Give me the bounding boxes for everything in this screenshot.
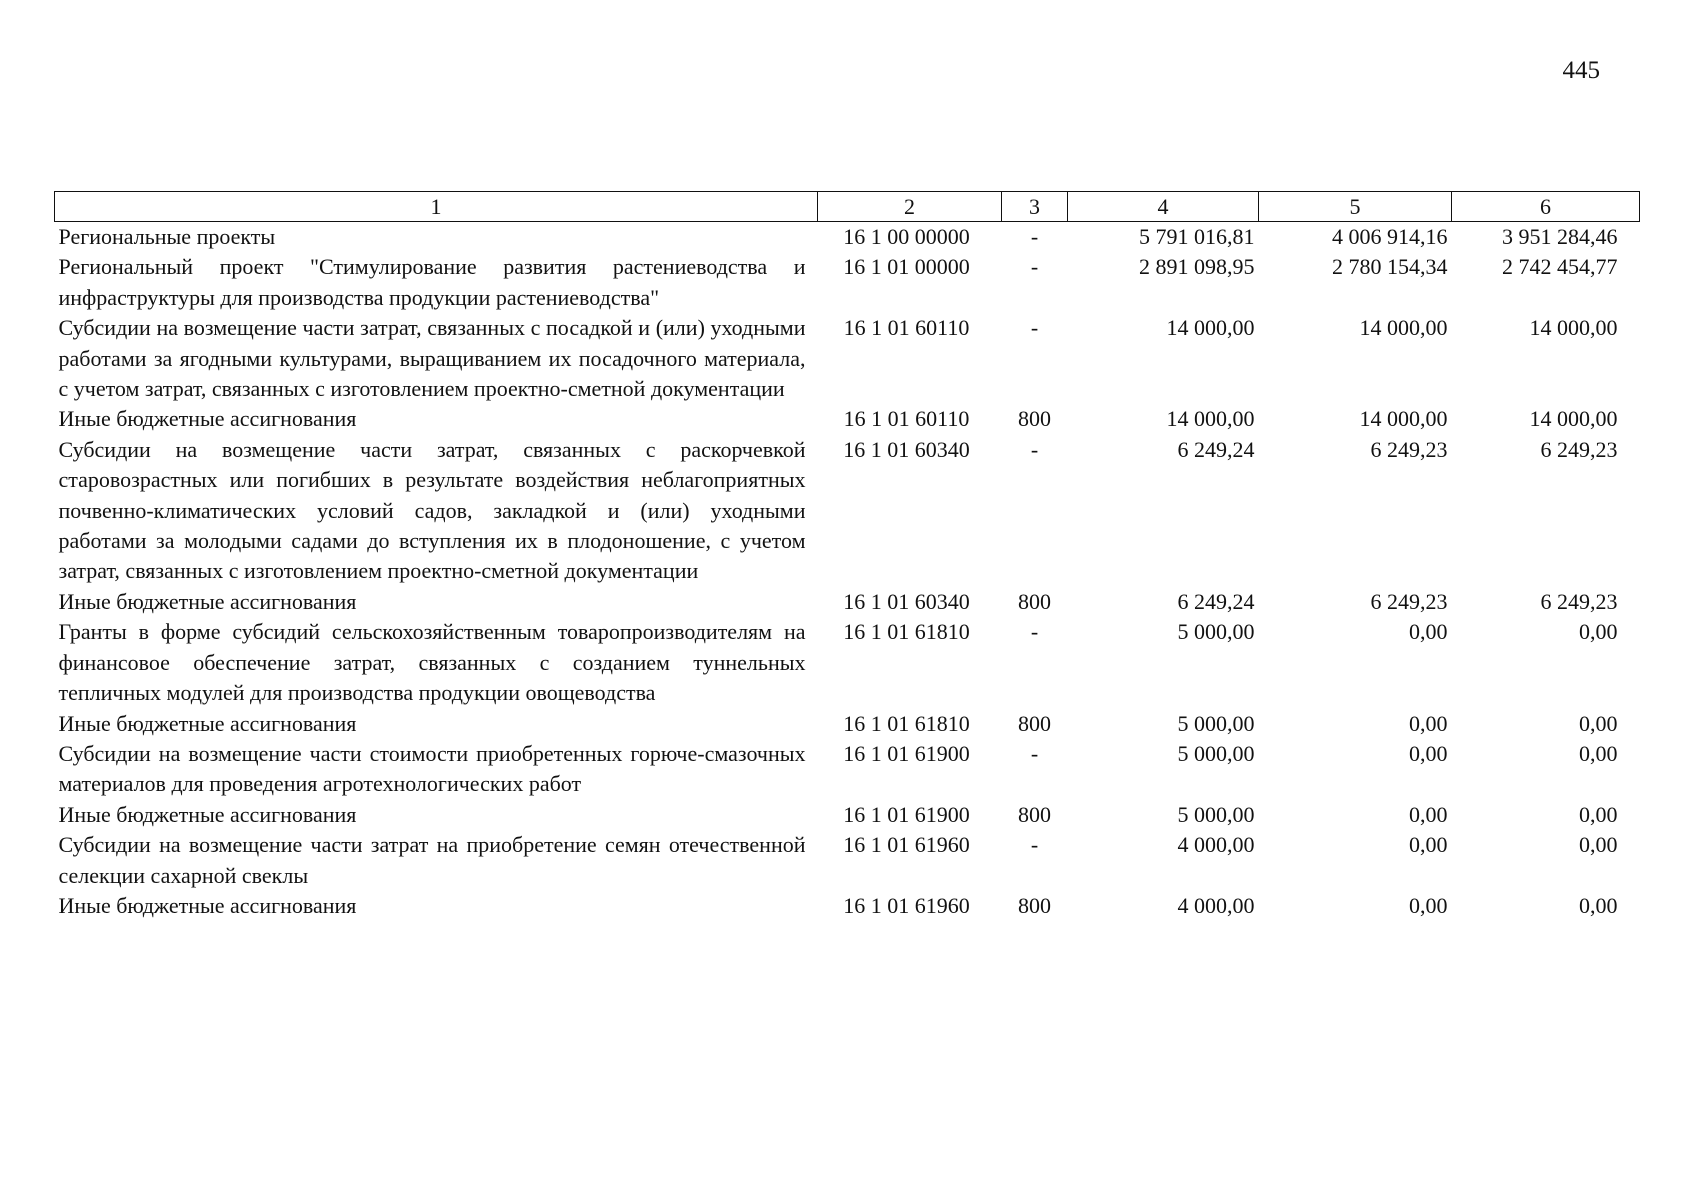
row-value-4: 4 000,00	[1177, 892, 1255, 918]
row-code: 16 1 00 00000	[843, 224, 970, 249]
header-row	[55, 192, 1640, 222]
header-col-5: 5	[1259, 192, 1452, 222]
table-row	[55, 404, 1640, 434]
row-name: Субсидии на возмещение части стоимости приобретенных горюче-смазочных материалов для проведения агротехнологических работ	[58, 740, 806, 797]
row-name: Иные бюджетные ассигнования	[58, 892, 357, 918]
row-value-5: 2 780 154,34	[1332, 254, 1448, 280]
row-type: -	[1030, 224, 1039, 249]
row-value-4: 14 000,00	[1166, 315, 1255, 341]
table-row	[55, 709, 1640, 739]
row-value-5: 6 249,23	[1370, 436, 1448, 462]
row-code: 16 1 01 00000	[843, 254, 970, 280]
row-code: 16 1 01 60340	[843, 588, 970, 614]
row-value-6: 0,00	[1579, 832, 1618, 858]
table-row	[55, 739, 1640, 800]
row-code: 16 1 01 60340	[843, 436, 970, 462]
row-value-4: 4 000,00	[1177, 832, 1255, 858]
row-name: Иные бюджетные ассигнования	[58, 801, 357, 827]
table-row	[55, 313, 1640, 404]
row-type: 800	[1018, 710, 1051, 736]
row-value-6: 14 000,00	[1529, 315, 1618, 341]
row-value-5: 0,00	[1409, 619, 1448, 645]
row-type: 800	[1018, 588, 1051, 614]
row-name: Региональный проект "Стимулирование развития растениеводства и инфраструктуры для производства продукции растениеводства"	[58, 254, 806, 310]
table-row	[55, 800, 1640, 830]
row-type: -	[1030, 254, 1039, 280]
row-value-4: 5 000,00	[1177, 801, 1255, 827]
row-value-4: 5 791 016,81	[1139, 224, 1255, 249]
table-row	[55, 252, 1640, 313]
header-col-1: 1	[55, 192, 818, 222]
row-value-4: 14 000,00	[1166, 406, 1255, 432]
row-value-5: 0,00	[1409, 740, 1448, 766]
row-type: 800	[1018, 801, 1051, 827]
row-value-6: 0,00	[1579, 892, 1618, 918]
table-header	[55, 192, 1640, 222]
row-value-5: 4 006 914,16	[1332, 224, 1448, 249]
row-value-4: 5 000,00	[1177, 740, 1255, 766]
row-name: Иные бюджетные ассигнования	[58, 710, 357, 736]
row-name: Субсидии на возмещение части затрат, связанных с раскорчевкой старовозрастных или погибших в результате воздействия неблагоприятных почвенно-климатических условий садов, закладкой и (или) уходными работами за молодыми садами до вступления их в плодоношение, с учетом затрат, связанных с изготовлением проектно-сметной документации	[58, 436, 806, 584]
row-type: -	[1030, 832, 1039, 858]
row-value-5: 6 249,23	[1370, 588, 1448, 614]
header-col-6: 6	[1452, 192, 1640, 222]
table-row	[55, 222, 1640, 253]
budget-table	[54, 191, 1640, 921]
row-name: Региональные проекты	[58, 224, 276, 249]
row-value-5: 14 000,00	[1359, 315, 1448, 341]
row-value-4: 2 891 098,95	[1139, 254, 1255, 280]
row-code: 16 1 01 61900	[843, 801, 970, 827]
row-value-5: 0,00	[1409, 801, 1448, 827]
row-value-6: 3 951 284,46	[1502, 224, 1618, 249]
row-code: 16 1 01 61960	[843, 832, 970, 858]
row-name: Иные бюджетные ассигнования	[58, 588, 357, 614]
row-value-6: 14 000,00	[1529, 406, 1618, 432]
row-name: Иные бюджетные ассигнования	[58, 406, 357, 432]
table-body	[55, 222, 1640, 922]
row-type: -	[1030, 436, 1039, 462]
row-value-6: 0,00	[1579, 801, 1618, 827]
row-value-5: 0,00	[1409, 710, 1448, 736]
row-value-5: 0,00	[1409, 892, 1448, 918]
row-code: 16 1 01 60110	[843, 315, 970, 341]
row-value-4: 5 000,00	[1177, 619, 1255, 645]
row-name: Субсидии на возмещение части затрат, связанных с посадкой и (или) уходными работами за ягодными культурами, выращиванием их посадочного материала, с учетом затрат, связанных с изготовлением проектно-сметной документации	[58, 315, 806, 402]
row-value-6: 2 742 454,77	[1502, 254, 1618, 280]
row-value-6: 6 249,23	[1540, 436, 1618, 462]
row-value-5: 14 000,00	[1359, 406, 1448, 432]
row-value-5: 0,00	[1409, 832, 1448, 858]
row-value-6: 6 249,23	[1540, 588, 1618, 614]
row-code: 16 1 01 61810	[843, 619, 970, 645]
row-code: 16 1 01 61960	[843, 892, 970, 918]
row-value-4: 5 000,00	[1177, 710, 1255, 736]
row-type: 800	[1018, 892, 1051, 918]
row-value-6: 0,00	[1579, 740, 1618, 766]
table-row	[55, 435, 1640, 587]
row-type: -	[1030, 619, 1039, 645]
row-name: Субсидии на возмещение части затрат на приобретение семян отечественной селекции сахарной свеклы	[58, 832, 806, 888]
row-value-4: 6 249,24	[1177, 588, 1255, 614]
header-col-3: 3	[1002, 192, 1068, 222]
row-value-6: 0,00	[1579, 619, 1618, 645]
row-value-6: 0,00	[1579, 710, 1618, 736]
table-row	[55, 617, 1640, 708]
row-type: -	[1030, 315, 1039, 341]
row-type: 800	[1018, 406, 1051, 432]
row-code: 16 1 01 60110	[843, 406, 970, 432]
row-code: 16 1 01 61810	[843, 710, 970, 736]
table-row	[55, 891, 1640, 921]
row-value-4: 6 249,24	[1177, 436, 1255, 462]
table-row	[55, 830, 1640, 891]
page-number: 445	[1562, 57, 1600, 84]
row-type: -	[1030, 740, 1039, 766]
row-code: 16 1 01 61900	[843, 740, 970, 766]
header-col-2: 2	[818, 192, 1002, 222]
row-name: Гранты в форме субсидий сельскохозяйственным товаропроизводителям на финансовое обеспечение затрат, связанных с созданием туннельных тепличных модулей для производства продукции овощеводства	[58, 619, 806, 706]
table-row	[55, 587, 1640, 617]
header-col-4: 4	[1068, 192, 1259, 222]
